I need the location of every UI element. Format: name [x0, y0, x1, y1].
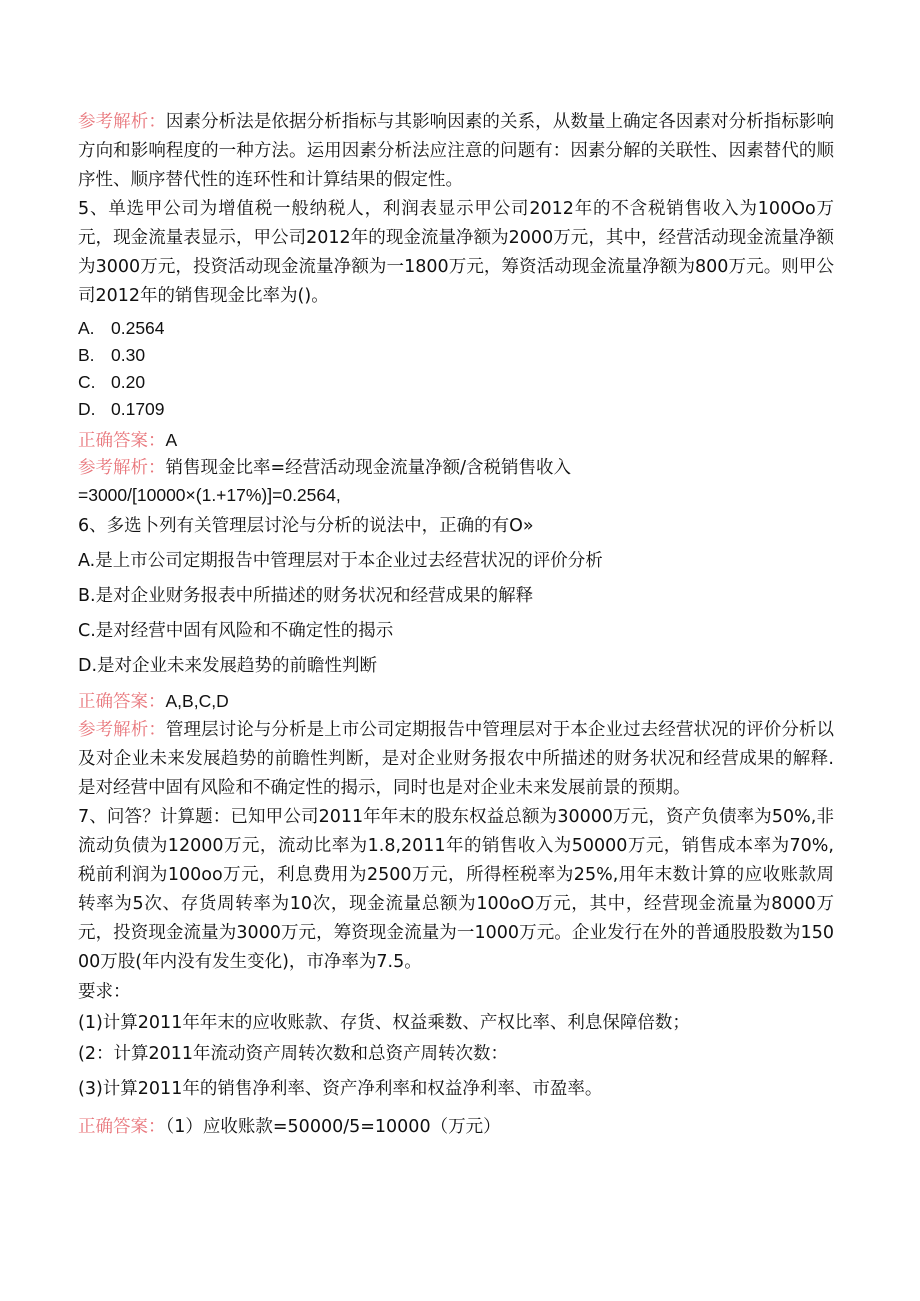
question-7-requirement-3: (3)计算2011年的销售净利率、资产净利率和权益净利率、市盈率。	[78, 1079, 603, 1099]
option-text: 0.20	[111, 372, 146, 392]
question-6-stem: 6、多选卜列有关管理层讨沦与分析的说法中，正确的有O»	[78, 516, 534, 536]
answer-value: A,B,C,D	[165, 691, 229, 711]
question-5-option-c[interactable]	[78, 369, 834, 396]
question-7-answer	[78, 1108, 834, 1146]
option-text: 0.1709	[111, 399, 165, 419]
question-7-requirement-2: (2：计算2011年流动资产周转次数和总资产周转次数：	[78, 1044, 508, 1064]
question-5-stem: 5、单选甲公司为增值税一般纳税人，利润表显示甲公司2012年的不含税销售收入为100Oo万元，现金流量表显示，甲公司2012年的现金流量净额为2000万元，其中，经营活动现金流量净额为3000万元，投资活动现金流量净额为一1800万元，筹资活动现金流量净额为800万元。则甲公司2012年的销售现金比率为()。	[78, 199, 834, 306]
question-6-analysis	[78, 716, 834, 803]
question-5-formula: =3000/[10000×(1.+17%)]=0.2564,	[78, 485, 341, 505]
question-7-requirement-1: (1)计算2011年年末的应收账款、存货、权益乘数、产权比率、利息保障倍数；	[78, 1013, 690, 1033]
option-letter: A.	[78, 318, 95, 338]
analysis-paragraph-1	[78, 108, 834, 195]
answer-value: A	[165, 430, 178, 450]
answer-label: 正确答案：	[78, 1117, 166, 1137]
analysis-label: 参考解析：	[78, 112, 166, 132]
answer-value: （1）应收账款=50000/5=10000（万元）	[165, 1117, 501, 1137]
option-letter: B.	[78, 345, 95, 365]
question-6-option-a[interactable]: A.是上市公司定期报告中管理层对于本企业过去经营状况的评价分析	[78, 551, 603, 571]
question-5-analysis	[78, 455, 834, 482]
analysis-text: 因素分析法是依据分析指标与其影响因素的关系，从数量上确定各因素对分析指标影响方向和影响程度的一种方法。运用因素分析法应注意的问题有：因素分解的关联性、因素替代的顺序性、顺序替代性的连环性和计算结果的假定性。	[78, 112, 835, 190]
question-5-answer	[78, 427, 834, 455]
answer-label: 正确答案：	[78, 431, 166, 451]
question-5-option-d[interactable]	[78, 396, 834, 423]
question-7-requirements-title: 要求：	[78, 982, 131, 1002]
question-5-option-b[interactable]	[78, 342, 834, 369]
answer-label: 正确答案：	[78, 692, 166, 712]
question-5-option-a[interactable]	[78, 315, 834, 342]
option-text: 0.2564	[111, 318, 165, 338]
question-6-answer	[78, 688, 834, 716]
analysis-text: 管理层讨论与分析是上市公司定期报告中管理层对于本企业过去经营状况的评价分析以及对企业未来发展趋势的前瞻性判断，是对企业财务报农中所描述的财务状况和经营成果的解释. 是对经营中固有风险和不确定性的揭示，同时也是对企业未来发展前景的预期。	[78, 720, 835, 798]
question-6-option-c[interactable]: C.是对经营中固有风险和不确定性的揭示	[78, 621, 394, 641]
question-7-stem: 7、问答？计算题：已知甲公司2011年年末的股东权益总额为30000万元，资产负债率为50%,非流动负债为12000万元，流动比率为1.8,2011年的销售收入为50000万元，销售成本率为70%,税前利润为100oo万元，利息费用为2500万元，所得桎税率为25%,用年末数计算的应收账款周转率为5次、存货周转率为10次，现金流量总额为100oO万元，其中，经营现金流量为8000万元，投资现金流量为3000万元，筹资现金流量为一1000万元。企业发行在外的普通股股数为15000万股(年内没有发生变化)，市净率为7.5。	[78, 807, 834, 972]
analysis-label: 参考解析：	[78, 458, 166, 478]
option-text: 0.30	[111, 345, 146, 365]
option-letter: D.	[78, 399, 96, 419]
analysis-text: 销售现金比率=经营活动现金流量净额/含税销售收入	[165, 458, 572, 478]
question-6-option-b[interactable]: B.是对企业财务报表中所描述的财务状况和经营成果的解释	[78, 586, 534, 606]
analysis-label: 参考解析：	[78, 720, 166, 740]
question-6-option-d[interactable]: D.是对企业未来发展趋势的前瞻性判断	[78, 656, 378, 676]
option-letter: C.	[78, 372, 96, 392]
